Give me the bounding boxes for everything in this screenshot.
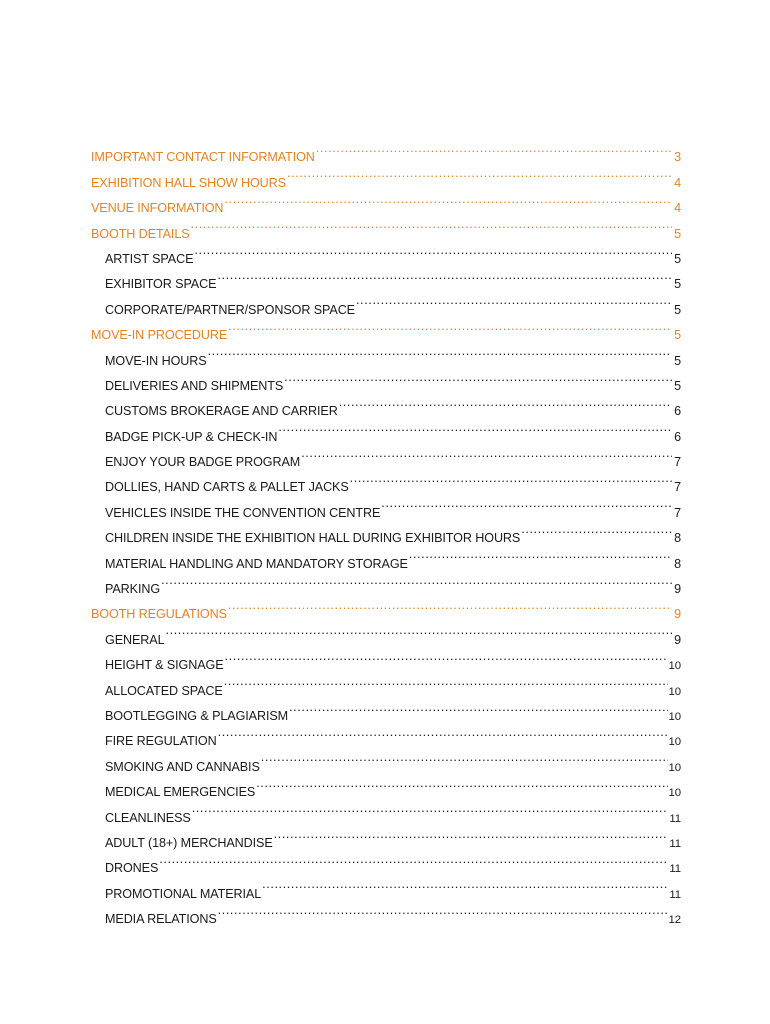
toc-entry-page: 12	[668, 914, 681, 927]
dot-leader	[228, 314, 672, 339]
toc-entry-page: 5	[674, 302, 681, 317]
dot-leader	[287, 161, 672, 186]
dot-leader	[256, 771, 667, 796]
toc-entry-page: 5	[674, 251, 681, 266]
toc-entry-title: MOVE-IN PROCEDURE	[91, 328, 228, 343]
toc-entry-title: CHILDREN INSIDE THE EXHIBITION HALL DURING EXHIBITOR HOURS	[105, 531, 521, 546]
dot-leader	[278, 415, 672, 440]
toc-entry-page: 10	[668, 761, 681, 774]
toc-entry-title: DRONES	[105, 861, 159, 876]
toc-entry-page: 5	[674, 277, 681, 292]
dot-leader	[224, 669, 668, 694]
toc-entry-drones[interactable]	[91, 847, 681, 876]
toc-entry-title: ARTIST SPACE	[105, 251, 194, 266]
dot-leader	[194, 238, 672, 263]
toc-entry-title: VENUE INFORMATION	[91, 201, 224, 216]
toc-entry-title: BOOTH REGULATIONS	[91, 607, 227, 622]
toc-entry-title: BOOTH DETAILS	[91, 226, 190, 241]
dot-leader	[218, 898, 668, 923]
toc-entry-page: 4	[674, 201, 681, 216]
toc-entry-title: FIRE REGULATION	[105, 734, 217, 749]
toc-entry-title: SMOKING AND CANNABIS	[105, 759, 260, 774]
toc-entry-page: 9	[674, 632, 681, 647]
dot-leader	[274, 822, 669, 847]
toc-entry-title: PROMOTIONAL MATERIAL	[105, 886, 262, 901]
toc-entry-booth-regulations[interactable]	[91, 593, 681, 622]
toc-entry-page: 11	[669, 863, 681, 876]
toc-entry-page: 7	[674, 480, 681, 495]
toc-entry-title: ALLOCATED SPACE	[105, 683, 223, 698]
toc-entry-page: 11	[669, 812, 681, 825]
dot-leader	[161, 568, 672, 593]
dot-leader	[218, 720, 668, 745]
dot-leader	[316, 136, 672, 161]
dot-leader	[356, 288, 672, 313]
dot-leader	[284, 365, 672, 390]
toc-entry-page: 5	[674, 226, 681, 241]
toc-entry-title: MEDIA RELATIONS	[105, 912, 217, 927]
toc-entry-parking[interactable]	[91, 568, 681, 597]
toc-entry-page: 5	[674, 353, 681, 368]
dot-leader	[521, 517, 672, 542]
toc-entry-title: CLEANLINESS	[105, 810, 191, 825]
dot-leader	[191, 212, 672, 237]
toc-entry-page: 10	[668, 787, 681, 800]
toc-entry-title: PARKING	[105, 582, 161, 597]
dot-leader	[381, 491, 672, 516]
toc-entry-important-contact-information[interactable]	[91, 136, 681, 165]
dot-leader	[339, 390, 672, 415]
toc-entry-page: 3	[674, 150, 681, 165]
dot-leader	[217, 263, 672, 288]
dot-leader	[262, 872, 668, 897]
toc-entry-title: VEHICLES INSIDE THE CONVENTION CENTRE	[105, 505, 381, 520]
toc-entry-title: MEDICAL EMERGENCIES	[105, 785, 256, 800]
dot-leader	[409, 542, 672, 567]
dot-leader	[192, 796, 669, 821]
toc-entry-title: CORPORATE/PARTNER/SPONSOR SPACE	[105, 302, 355, 317]
toc-entry-page: 5	[674, 328, 681, 343]
toc-entry-page: 9	[674, 607, 681, 622]
dot-leader	[261, 745, 668, 770]
dot-leader	[159, 847, 668, 872]
dot-leader	[166, 618, 673, 643]
toc-entry-title: BADGE PICK-UP & CHECK-IN	[105, 429, 278, 444]
toc-entry-title: ENJOY YOUR BADGE PROGRAM	[105, 455, 301, 470]
toc-entry-page: 5	[674, 378, 681, 393]
toc-entry-page: 7	[674, 455, 681, 470]
toc-entry-page: 11	[669, 837, 681, 850]
toc-entry-page: 6	[674, 429, 681, 444]
toc-entry-title: DELIVERIES AND SHIPMENTS	[105, 378, 284, 393]
dot-leader	[225, 644, 668, 669]
toc-entry-page: 10	[668, 710, 681, 723]
toc-entry-title: GENERAL	[105, 632, 165, 647]
toc-entry-height-signage[interactable]	[91, 644, 681, 673]
toc-entry-page: 6	[674, 404, 681, 419]
toc-entry-title: MOVE-IN HOURS	[105, 353, 207, 368]
toc-entry-page: 7	[674, 505, 681, 520]
toc-entry-page: 10	[668, 736, 681, 749]
dot-leader	[350, 466, 672, 491]
toc-entry-page: 4	[674, 175, 681, 190]
toc-entry-general[interactable]	[91, 618, 681, 647]
toc-entry-page: 11	[669, 888, 681, 901]
table-of-contents	[91, 136, 681, 927]
dot-leader	[224, 187, 672, 212]
toc-entry-title: BOOTLEGGING & PLAGIARISM	[105, 708, 289, 723]
toc-entry-page: 9	[674, 582, 681, 597]
toc-entry-page: 10	[668, 660, 681, 673]
dot-leader	[208, 339, 672, 364]
toc-entry-title: MATERIAL HANDLING AND MANDATORY STORAGE	[105, 556, 408, 571]
toc-entry-title: DOLLIES, HAND CARTS & PALLET JACKS	[105, 480, 349, 495]
dot-leader	[228, 593, 672, 618]
toc-entry-page: 10	[668, 685, 681, 698]
toc-entry-title: HEIGHT & SIGNAGE	[105, 658, 224, 673]
dot-leader	[301, 441, 672, 466]
dot-leader	[289, 695, 667, 720]
toc-entry-promotional-material[interactable]	[91, 872, 681, 901]
toc-entry-title: CUSTOMS BROKERAGE AND CARRIER	[105, 404, 338, 419]
toc-entry-page: 8	[674, 531, 681, 546]
toc-entry-title: ADULT (18+) MERCHANDISE	[105, 835, 273, 850]
toc-entry-page: 8	[674, 556, 681, 571]
toc-entry-title: IMPORTANT CONTACT INFORMATION	[91, 150, 315, 165]
toc-entry-title: EXHIBITION HALL SHOW HOURS	[91, 175, 286, 190]
toc-entry-title: EXHIBITOR SPACE	[105, 277, 217, 292]
